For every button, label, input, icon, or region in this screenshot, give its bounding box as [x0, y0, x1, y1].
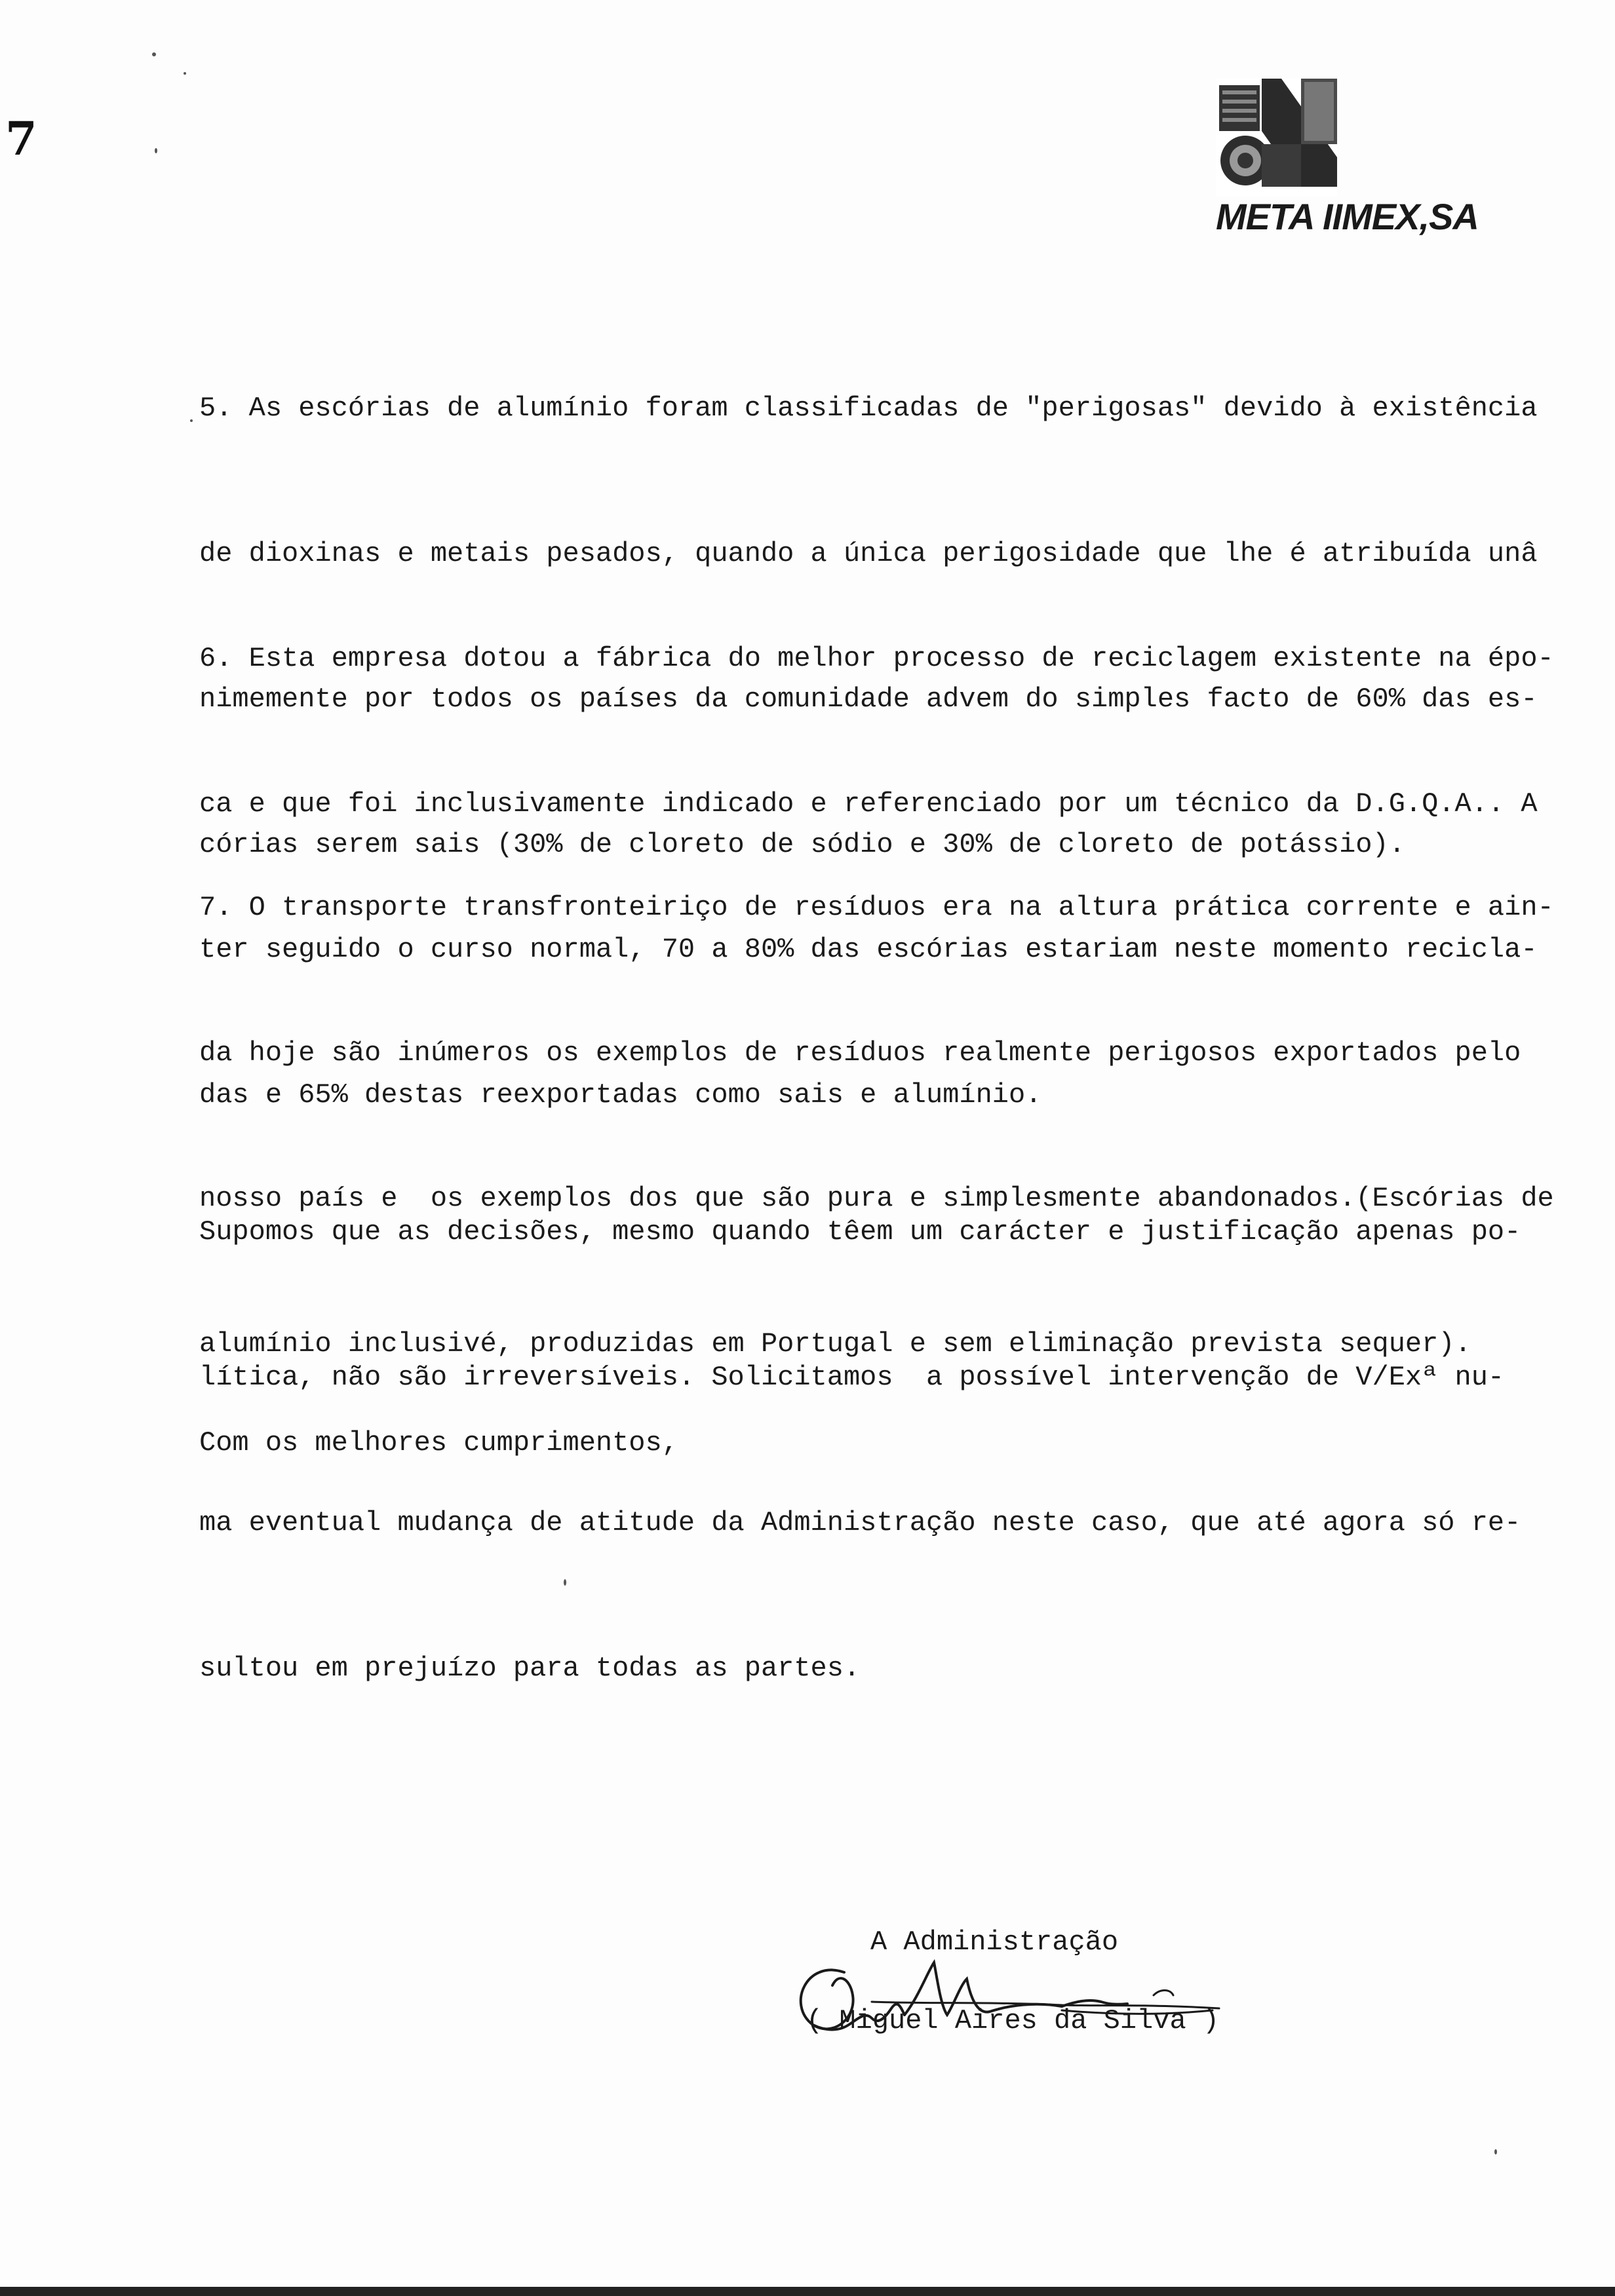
paragraph-line: de dioxinas e metais pesados, quando a única perigosidade que lhe é atribuída unâ: [199, 538, 1538, 569]
paragraph-line: da hoje são inúmeros os exemplos de resíduos realmente perigosos exportados pelo: [199, 1037, 1521, 1069]
paragraph-line: ma eventual mudança de atitude da Administração neste caso, que até agora só re-: [199, 1507, 1521, 1539]
signature-title: A Administração: [870, 1926, 1119, 1958]
scan-bottom-edge: [0, 2287, 1615, 2296]
paragraph-line: 7. O transporte transfronteiriço de resíduos era na altura prática corrente e ain-: [199, 892, 1554, 923]
scan-speck: [184, 72, 186, 75]
paragraph-line: 5. As escórias de alumínio foram classificadas de "perigosas" devido à existência: [199, 392, 1538, 424]
scan-speck: [152, 52, 156, 56]
metalimex-logo-icon: [1216, 79, 1337, 197]
paragraph-line: sultou em prejuízo para todas as partes.: [199, 1653, 861, 1684]
paragraph-line: ca e que foi inclusivamente indicado e referenciado por um técnico da D.G.Q.A.. A: [199, 788, 1538, 820]
signatory-name: ( Miguel Aires da Silva ): [806, 2005, 1220, 2037]
scan-speck: [564, 1579, 566, 1586]
paragraph-line: das e 65% destas reexportadas como sais e alumínio.: [199, 1079, 1042, 1111]
paragraph-line: nosso país e os exemplos dos que são pura e simplesmente abandonados.(Escórias de: [199, 1183, 1554, 1214]
paragraph-line: ter seguido o curso normal, 70 a 80% das escórias estariam neste momento recicla-: [199, 934, 1538, 965]
scan-speck: [155, 148, 157, 153]
paragraph-line: alumínio inclusivé, produzidas em Portugal e sem eliminação prevista sequer).: [199, 1328, 1471, 1360]
paragraph-line: Supomos que as decisões, mesmo quando têem um carácter e justificação apenas po-: [199, 1216, 1521, 1248]
paragraph-line: 6. Esta empresa dotou a fábrica do melhor processo de reciclagem existente na épo-: [199, 643, 1554, 674]
paragraph-line: córias serem sais (30% de cloreto de sódio e 30% de cloreto de potássio).: [199, 829, 1405, 860]
paragraph-line: nimemente por todos os países da comunidade advem do simples facto de 60% das es-: [199, 683, 1538, 715]
logo-wordmark: META IIMEX,SA: [1216, 196, 1479, 237]
paragraph-line: lítica, não são irreversíveis. Solicitamos a possível intervenção de V/Exª nu-: [199, 1362, 1505, 1393]
regards-line: Com os melhores cumprimentos,: [199, 1427, 678, 1459]
margin-mark: 7: [5, 111, 37, 166]
scan-speck: [190, 419, 193, 422]
scan-speck: [1494, 2149, 1497, 2154]
company-logo: [1213, 79, 1501, 236]
